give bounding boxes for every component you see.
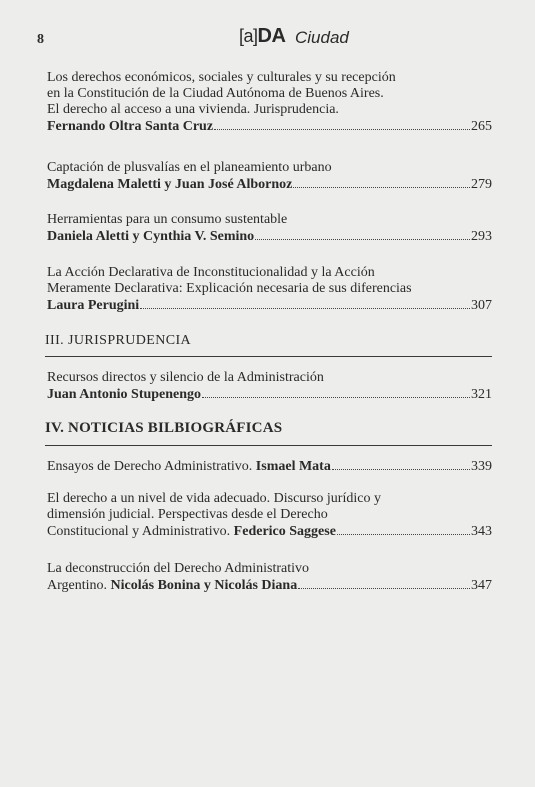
entry-page: 343 (471, 524, 492, 539)
dot-leader (298, 577, 470, 589)
entry-author-row (47, 176, 492, 193)
entry-page: 265 (471, 119, 492, 134)
toc-entry[interactable] (47, 458, 492, 475)
toc-entry[interactable] (47, 212, 492, 245)
entry-author: Daniela Aletti y Cynthia V. Semino (47, 229, 255, 244)
dot-leader (337, 523, 470, 535)
section-divider (45, 356, 492, 357)
toc-entry[interactable] (47, 160, 492, 193)
entry-author: Federico Saggese (233, 524, 336, 539)
entry-title-line: dimensión judicial. Perspectivas desde el Derecho (47, 507, 328, 522)
section-heading: IV. NOTICIAS BILBIOGRÁFICAS (45, 420, 283, 436)
entry-author-row (47, 386, 492, 403)
entry-title-line: en la Constitución de la Ciudad Autónoma de Buenos Aires. (47, 86, 384, 101)
entry-page: 279 (471, 177, 492, 192)
entry-title-inline: Ensayos de Derecho Administrativo. (47, 459, 253, 474)
dot-leader (293, 176, 470, 188)
dot-leader (332, 458, 470, 470)
dot-leader (202, 386, 470, 398)
entry-author-row (47, 228, 492, 245)
entry-page: 347 (471, 578, 492, 593)
entry-page: 339 (471, 459, 492, 474)
entry-author: Fernando Oltra Santa Cruz (47, 119, 214, 134)
entry-title-line: La Acción Declarativa de Inconstitucionalidad y la Acción (47, 265, 375, 280)
toc-entry[interactable] (47, 561, 492, 594)
journal-logo (239, 25, 285, 48)
entry-title-line: Los derechos económicos, sociales y culturales y su recepción (47, 70, 396, 85)
entry-author-row (47, 523, 492, 540)
entry-author: Laura Perugini (47, 298, 140, 313)
logo-text: DA (257, 25, 286, 47)
entry-title-line: Recursos directos y silencio de la Administración (47, 370, 324, 385)
journal-name: Ciudad (295, 28, 349, 47)
entry-title-line: El derecho al acceso a una vivienda. Jurisprudencia. (47, 102, 339, 117)
entry-author-row (47, 297, 492, 314)
section-heading: III. JURISPRUDENCIA (45, 333, 192, 348)
entry-title-line: La deconstrucción del Derecho Administrativo (47, 561, 310, 576)
dot-leader (140, 297, 470, 309)
logo-bracket: [a] (239, 26, 258, 46)
entry-author: Juan Antonio Stupenengo (47, 387, 202, 402)
entry-page: 307 (471, 298, 492, 313)
toc-entry[interactable] (47, 265, 492, 314)
entry-author-row (47, 458, 492, 475)
entry-author-row (47, 577, 492, 594)
entry-author: Nicolás Bonina y Nicolás Diana (110, 578, 298, 593)
entry-title-line: Herramientas para un consumo sustentable (47, 212, 288, 227)
entry-title-line: Meramente Declarativa: Explicación necesaria de sus diferencias (47, 281, 412, 296)
entry-author-row (47, 118, 492, 135)
toc-entry[interactable] (47, 70, 492, 135)
entry-title-inline: Constitucional y Administrativo. (47, 524, 231, 539)
toc-entry[interactable] (47, 370, 492, 403)
page-header (37, 24, 497, 50)
entry-page: 321 (471, 387, 492, 402)
entry-page: 293 (471, 229, 492, 244)
dot-leader (214, 118, 470, 130)
page-number: 8 (37, 32, 44, 47)
entry-title-line: El derecho a un nivel de vida adecuado. Discurso jurídico y (47, 491, 381, 506)
entry-author: Ismael Mata (255, 459, 331, 474)
entry-title-inline: Argentino. (47, 578, 108, 593)
dot-leader (255, 228, 470, 240)
entry-title-line: Captación de plusvalías en el planeamiento urbano (47, 160, 332, 175)
entry-author: Magdalena Maletti y Juan José Albornoz (47, 177, 293, 192)
toc-entry[interactable] (47, 491, 492, 540)
section-divider (45, 445, 492, 446)
